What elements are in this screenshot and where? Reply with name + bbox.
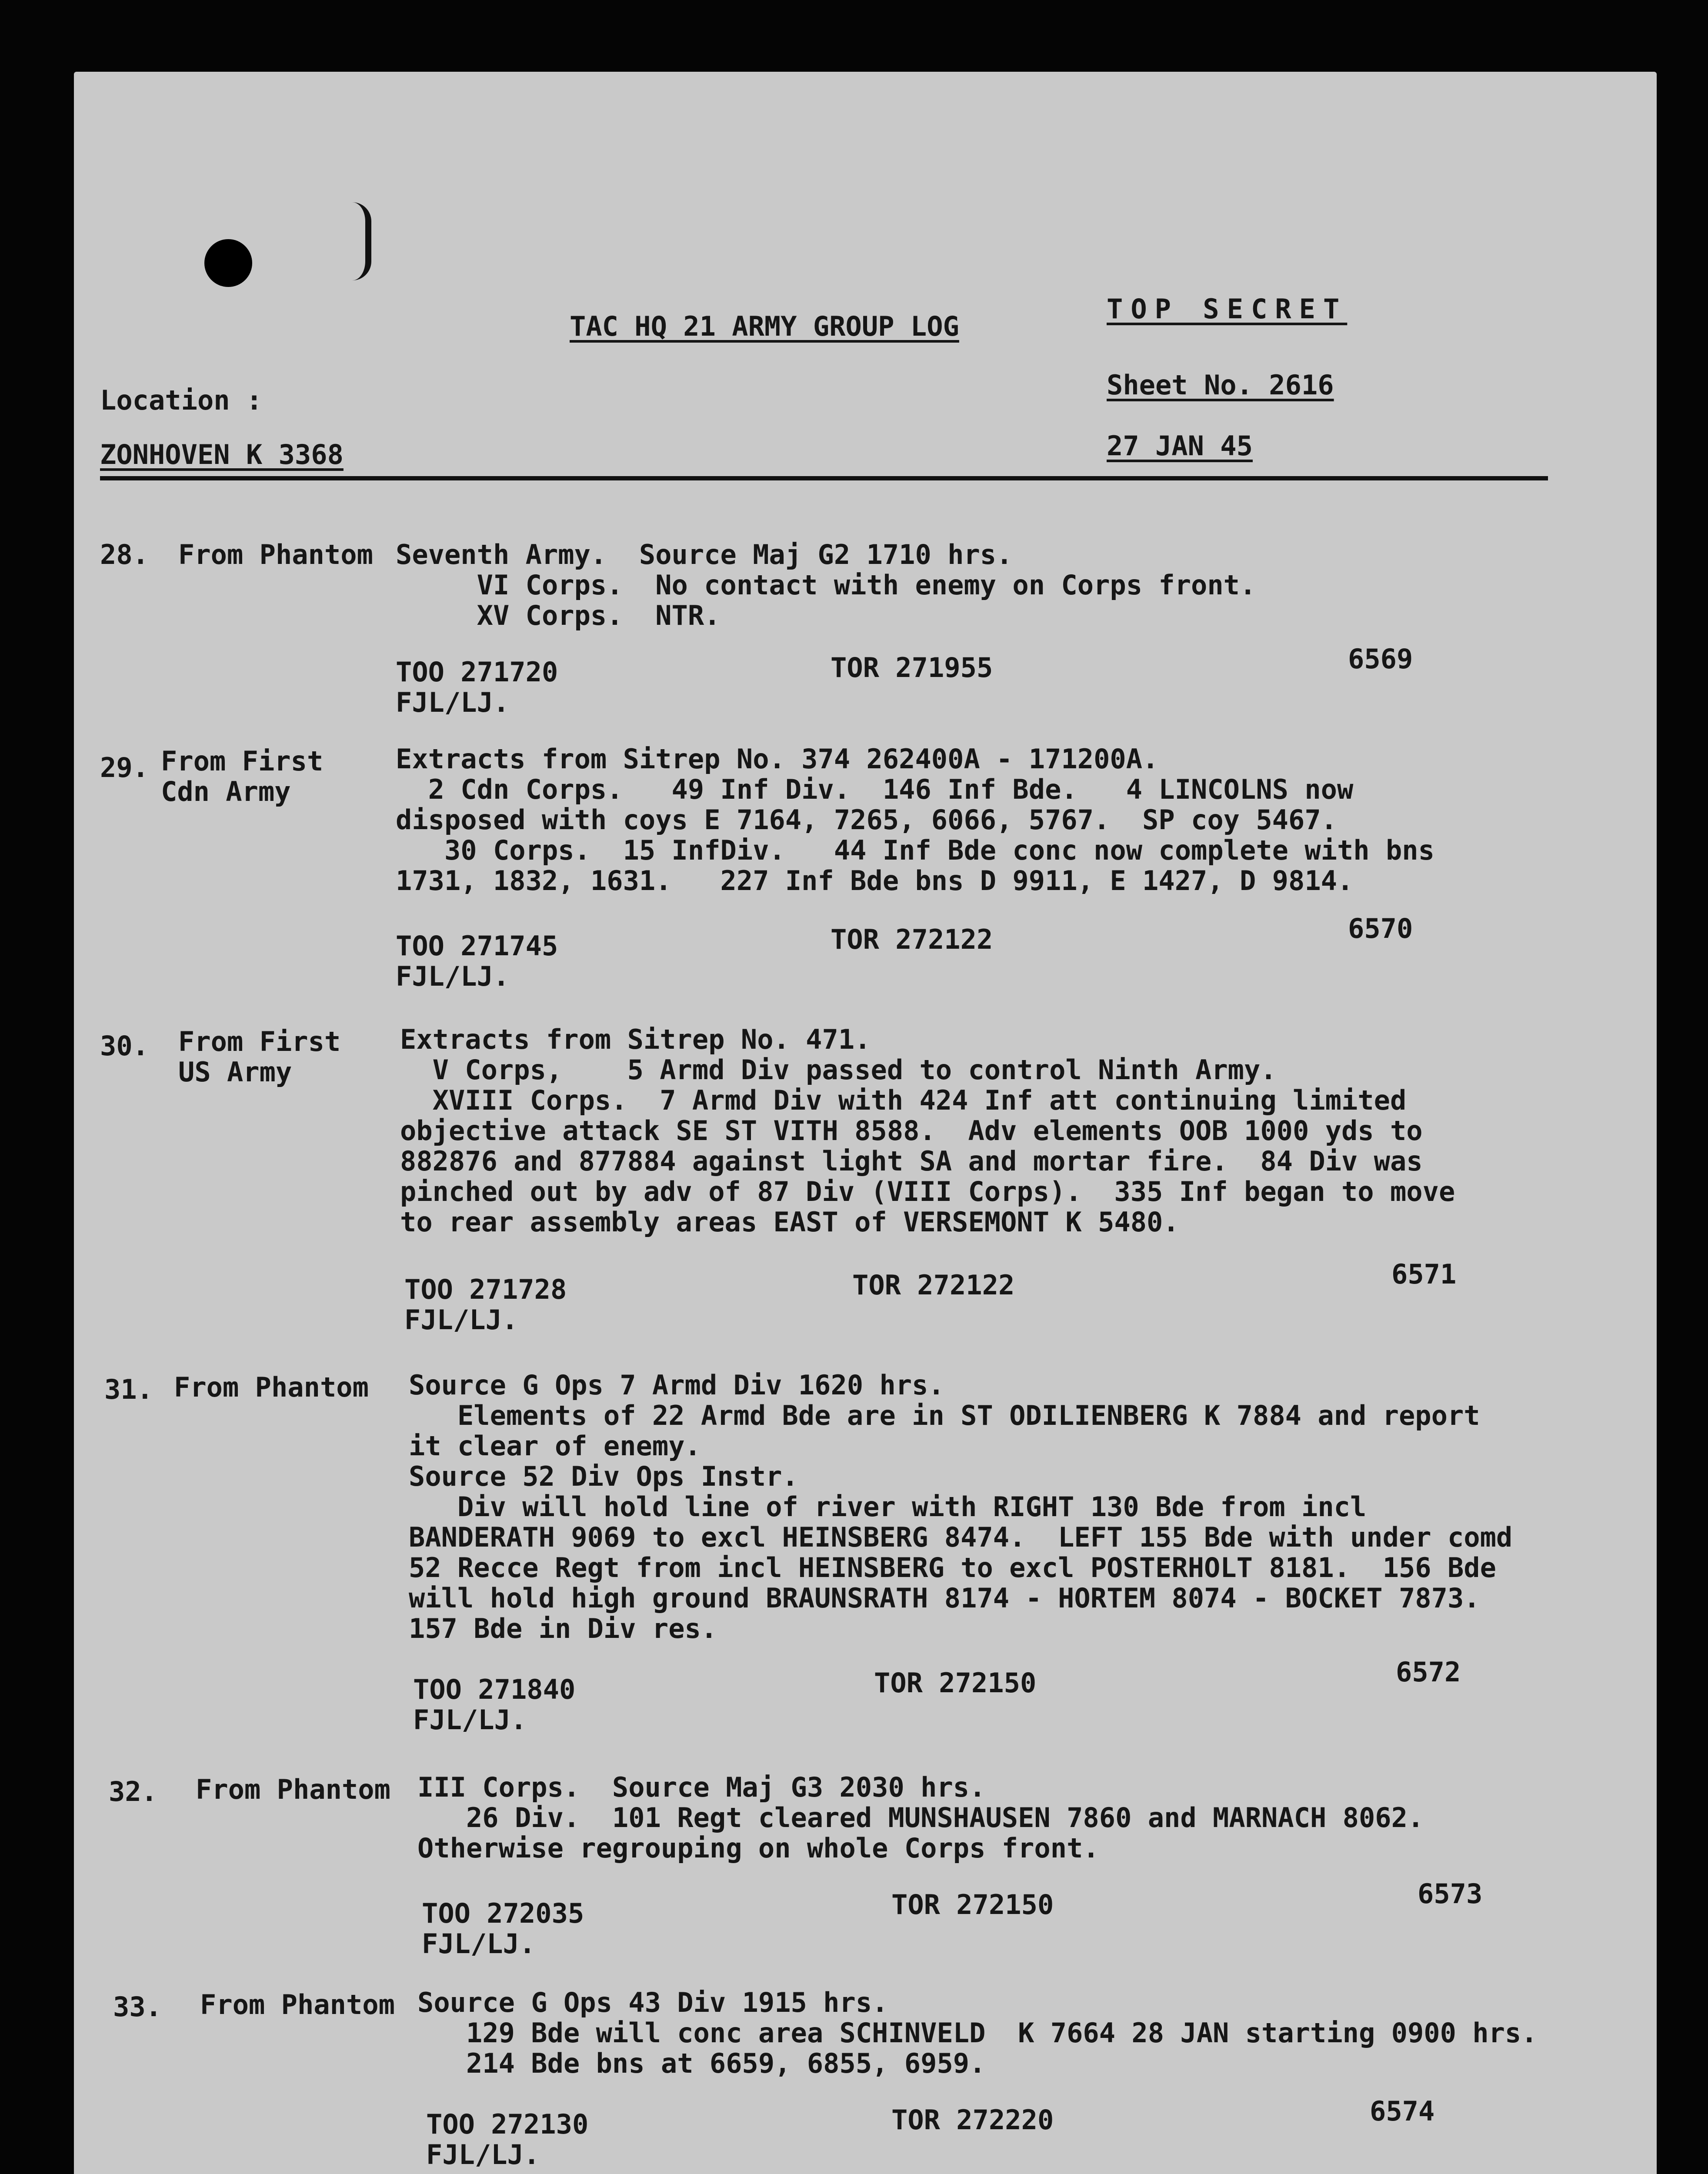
- log-sheet: [74, 72, 1657, 2174]
- classification: TOP SECRET: [1107, 293, 1348, 325]
- entry-source: From Phantom: [200, 1989, 395, 2021]
- entry-number: 31.: [104, 1374, 153, 1405]
- operator-initials: FJL/LJ.: [396, 687, 510, 718]
- time-of-origin: TOO 272130: [426, 2108, 589, 2140]
- entry-line: pinched out by adv of 87 Div (VIII Corps). 335 Inf began to move: [400, 1176, 1455, 1207]
- operator-initials: FJL/LJ.: [404, 1304, 518, 1336]
- entry-line: 882876 and 877884 against light SA and mortar fire. 84 Div was: [400, 1145, 1423, 1177]
- entry-line: 129 Bde will conc area SCHINVELD K 7664 28 JAN starting 0900 hrs.: [417, 2017, 1538, 2049]
- location-label: Location :: [100, 384, 263, 416]
- message-ref: 6572: [1396, 1656, 1461, 1688]
- message-ref: 6574: [1370, 2095, 1435, 2127]
- time-of-receipt: TOR 272150: [891, 1889, 1054, 1921]
- entry-line: to rear assembly areas EAST of VERSEMONT K 5480.: [400, 1206, 1179, 1238]
- time-of-origin: TOO 271840: [413, 1674, 576, 1705]
- entry-line: VI Corps. No contact with enemy on Corps front.: [396, 569, 1256, 601]
- entry-number: 33.: [113, 1991, 162, 2023]
- time-of-origin: TOO 271745: [396, 930, 558, 962]
- time-of-receipt: TOR 271955: [831, 652, 993, 684]
- entry-line: Source G Ops 43 Div 1915 hrs.: [417, 1987, 888, 2018]
- entry-line: 214 Bde bns at 6659, 6855, 6959.: [417, 2047, 986, 2079]
- message-ref: 6573: [1418, 1878, 1483, 1910]
- time-of-origin: TOO 271720: [396, 656, 558, 688]
- entry-line: Source G Ops 7 Armd Div 1620 hrs.: [409, 1369, 944, 1401]
- entry-source: US Army: [178, 1056, 292, 1088]
- entry-line: it clear of enemy.: [409, 1430, 701, 1462]
- entry-line: Elements of 22 Armd Bde are in ST ODILIENBERG K 7884 and report: [409, 1400, 1480, 1431]
- entry-line: 52 Recce Regt from incl HEINSBERG to excl POSTERHOLT 8181. 156 Bde: [409, 1552, 1496, 1584]
- entry-line: Source 52 Div Ops Instr.: [409, 1460, 798, 1492]
- entry-source: From First: [178, 1026, 341, 1057]
- entry-line: objective attack SE ST VITH 8588. Adv elements OOB 1000 yds to: [400, 1115, 1423, 1147]
- time-of-receipt: TOR 272122: [852, 1269, 1015, 1301]
- entry-line: Extracts from Sitrep No. 471.: [400, 1024, 871, 1055]
- sheet-number: Sheet No. 2616: [1107, 369, 1334, 401]
- entry-number: 32.: [109, 1776, 157, 1807]
- time-of-origin: TOO 272035: [422, 1897, 584, 1929]
- operator-initials: FJL/LJ.: [426, 2139, 540, 2171]
- entry-line: 1731, 1832, 1631. 227 Inf Bde bns D 9911, E 1427, D 9814.: [396, 865, 1354, 897]
- entry-line: V Corps, 5 Armd Div passed to control Ninth Army.: [400, 1054, 1277, 1086]
- header-rule: [100, 476, 1548, 480]
- time-of-receipt: TOR 272220: [891, 2104, 1054, 2136]
- entry-line: BANDERATH 9069 to excl HEINSBERG 8474. LEFT 155 Bde with under comd: [409, 1521, 1513, 1553]
- pen-mark: [352, 202, 371, 280]
- entry-source: From Phantom: [196, 1774, 390, 1805]
- message-ref: 6571: [1391, 1258, 1457, 1290]
- entry-source: From Phantom: [178, 539, 373, 570]
- message-ref: 6570: [1348, 913, 1413, 944]
- entry-line: XVIII Corps. 7 Armd Div with 424 Inf att continuing limited: [400, 1084, 1407, 1116]
- entry-number: 30.: [100, 1030, 149, 1062]
- entry-line: Otherwise regrouping on whole Corps front.: [417, 1832, 1099, 1864]
- operator-initials: FJL/LJ.: [396, 960, 510, 992]
- entry-line: 157 Bde in Div res.: [409, 1613, 717, 1644]
- entry-line: Seventh Army. Source Maj G2 1710 hrs.: [396, 539, 1013, 570]
- time-of-receipt: TOR 272150: [874, 1667, 1037, 1699]
- entry-line: Div will hold line of river with RIGHT 130 Bde from incl: [409, 1491, 1367, 1523]
- location-value: ZONHOVEN K 3368: [100, 439, 344, 470]
- log-date: 27 JAN 45: [1107, 430, 1253, 462]
- operator-initials: FJL/LJ.: [413, 1704, 527, 1736]
- entry-line: disposed with coys E 7164, 7265, 6066, 5767. SP coy 5467.: [396, 804, 1337, 836]
- punch-hole: [204, 239, 252, 287]
- time-of-origin: TOO 271728: [404, 1274, 567, 1305]
- entry-line: XV Corps. NTR.: [396, 600, 721, 631]
- operator-initials: FJL/LJ.: [422, 1928, 536, 1960]
- entry-source: From Phantom: [174, 1371, 369, 1403]
- entry-source: From First: [161, 745, 324, 777]
- entry-line: 30 Corps. 15 InfDiv. 44 Inf Bde conc now complete with bns: [396, 834, 1434, 866]
- log-title: TAC HQ 21 ARMY GROUP LOG: [570, 310, 959, 342]
- entry-line: 26 Div. 101 Regt cleared MUNSHAUSEN 7860 and MARNACH 8062.: [417, 1802, 1424, 1834]
- entry-line: 2 Cdn Corps. 49 Inf Div. 146 Inf Bde. 4 LINCOLNS now: [396, 774, 1354, 805]
- entry-source: Cdn Army: [161, 776, 291, 807]
- time-of-receipt: TOR 272122: [831, 924, 993, 955]
- entry-line: Extracts from Sitrep No. 374 262400A - 171200A.: [396, 743, 1159, 775]
- entry-number: 29.: [100, 752, 149, 784]
- entry-number: 28.: [100, 539, 149, 570]
- entry-line: will hold high ground BRAUNSRATH 8174 - HORTEM 8074 - BOCKET 7873.: [409, 1582, 1480, 1614]
- message-ref: 6569: [1348, 643, 1413, 675]
- entry-line: III Corps. Source Maj G3 2030 hrs.: [417, 1771, 986, 1803]
